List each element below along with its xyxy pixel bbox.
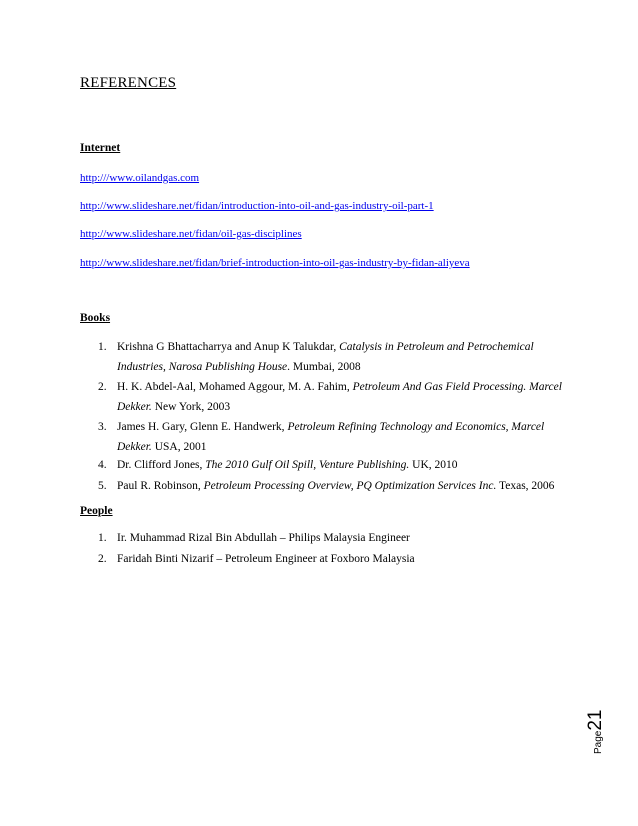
book-title: The 2010 Gulf Oil Spill, Venture Publishing. — [205, 459, 410, 471]
page-number — [585, 696, 615, 756]
book-item-3 — [98, 417, 568, 457]
person-text: Ir. Muhammad Rizal Bin Abdullah – Philips Malaysia Engineer — [117, 532, 410, 544]
people-item-1 — [98, 528, 568, 548]
book-title: Petroleum Processing Overview, PQ Optimization Services Inc. — [203, 480, 497, 492]
people-section-title: People — [80, 505, 113, 517]
list-number: 1. — [98, 532, 107, 544]
internet-link-4[interactable]: http://www.slideshare.net/fidan/brief-introduction-into-oil-gas-industry-by-fidan-aliyeva — [80, 257, 470, 269]
references-heading: REFERENCES — [80, 75, 177, 91]
book-title: Petroleum Refining Technology and Economics, Marcel Dekker. — [117, 421, 545, 453]
book-authors: H. K. Abdel-Aal, Mohamed Aggour, M. A. Fahim, — [117, 381, 353, 393]
list-number: 2. — [98, 381, 107, 393]
list-number: 3. — [98, 421, 107, 433]
page-number-value: 21 — [585, 709, 606, 731]
book-title: Catalysis in Petroleum and Petrochemical Industries, Narosa Publishing House — [117, 341, 534, 373]
internet-link-2[interactable]: http://www.slideshare.net/fidan/introduction-into-oil-and-gas-industry-oil-part-1 — [80, 200, 434, 212]
book-item-2 — [98, 377, 568, 417]
book-publication: New York, 2003 — [151, 401, 231, 413]
book-authors: Paul R. Robinson, — [117, 480, 204, 492]
list-number: 1. — [98, 341, 107, 353]
list-number: 5. — [98, 480, 107, 492]
book-authors: Dr. Clifford Jones, — [117, 459, 206, 471]
list-number: 4. — [98, 459, 107, 471]
internet-section-title: Internet — [80, 142, 121, 154]
book-title: Petroleum And Gas Field Processing. Marcel Dekker. — [117, 381, 562, 413]
list-number: 2. — [98, 553, 107, 565]
book-item-5 — [98, 476, 568, 496]
book-publication: Texas, 2006 — [496, 480, 555, 492]
person-text: Faridah Binti Nizarif – Petroleum Engineer at Foxboro Malaysia — [117, 553, 415, 565]
book-publication: UK, 2010 — [409, 459, 458, 471]
books-section-title: Books — [80, 312, 111, 324]
book-authors: James H. Gary, Glenn E. Handwerk, — [117, 421, 288, 433]
internet-link-3[interactable]: http://www.slideshare.net/fidan/oil-gas-disciplines — [80, 228, 302, 240]
internet-link-1[interactable]: http:///www.oilandgas.com — [80, 172, 200, 184]
book-authors: Krishna G Bhattacharrya and Anup K Talukdar, — [117, 341, 340, 353]
book-item-1 — [98, 337, 568, 377]
book-publication: USA, 2001 — [151, 441, 207, 453]
people-item-2 — [98, 549, 568, 569]
book-item-4 — [98, 455, 568, 475]
page-word: Page — [593, 730, 604, 754]
book-publication: . Mumbai, 2008 — [287, 361, 361, 373]
